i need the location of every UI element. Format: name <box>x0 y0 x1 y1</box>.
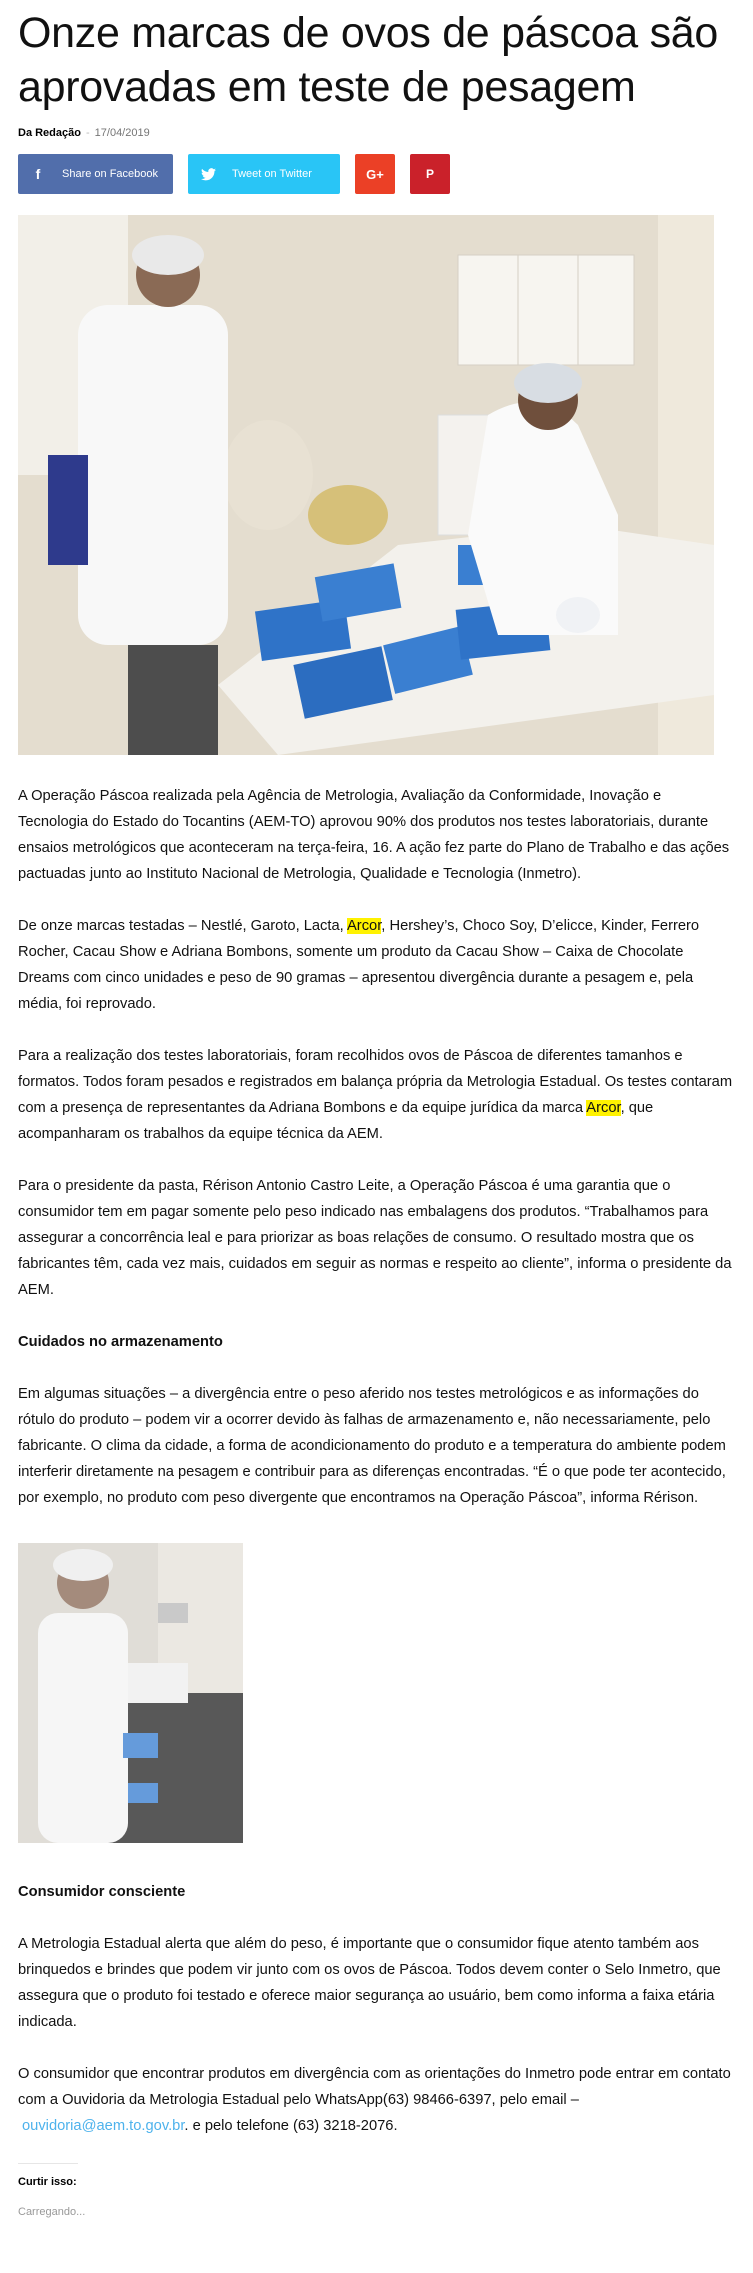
publish-date: 17/04/2019 <box>94 127 150 139</box>
google-plus-icon: G+ <box>366 166 384 182</box>
like-section-title: Curtir isso: <box>18 2176 77 2188</box>
author-link[interactable]: Da Redação <box>18 127 81 139</box>
featured-image <box>18 215 714 755</box>
article-image-2 <box>18 1543 243 1843</box>
article-meta <box>18 126 733 140</box>
paragraph-3 <box>18 1043 733 1147</box>
share-facebook-label: Share on Facebook <box>62 168 159 180</box>
section-heading-consumer: Consumidor consciente <box>18 1884 186 1900</box>
share-twitter-label: Tweet on Twitter <box>232 168 312 180</box>
share-bar <box>18 154 733 194</box>
twitter-icon <box>188 168 228 181</box>
share-twitter-button[interactable] <box>188 154 340 194</box>
like-loading-text: Carregando... <box>18 2206 86 2218</box>
paragraph-1: A Operação Páscoa realizada pela Agência de Metrologia, Avaliação da Conformidade, Inovação e Tecnologia do Estado do Tocantins (AEM-TO) aprovou 90% dos produtos nos testes laboratoriais, durante ensaios metrológicos que aconteceram na terça-feira, 16. A ação fez parte do Plano de Trabalho e das ações pactuadas junto ao Instituto Nacional de Metrologia, Qualidade e Tecnologia (Inmetro). <box>18 788 730 882</box>
inspection-photo-illustration <box>18 215 714 755</box>
ouvidoria-email-link[interactable]: ouvidoria@aem.to.gov.br <box>22 2118 185 2134</box>
article-body <box>18 783 733 2139</box>
paragraph-2 <box>18 913 733 1017</box>
article-container <box>18 0 733 2218</box>
paragraph-3-text-b: , que acompanharam os trabalhos da equipe técnica da AEM. <box>18 1100 654 1142</box>
paragraph-5: Em algumas situações – a divergência entre o peso aferido nos testes metrológicos e as informações do rótulo do produto – podem vir a ocorrer devido às falhas de armazenamento e, não necessariamente, pelo fabricante. O clima da cidade, a forma de acondicionamento do produto e a temperatura do ambiente podem interferir diretamente na pesagem e contribuir para as diferenças encontradas. “É o que pode ter acontecido, por exemplo, no produto com peso divergente que encontramos na Operação Páscoa”, informa Rérison. <box>18 1386 726 1506</box>
paragraph-6: A Metrologia Estadual alerta que além do peso, é importante que o consumidor fique atento também aos brinquedos e brindes que podem vir junto com os ovos de Páscoa. Todos devem conter o Selo Inmetro, que assegura que o produto foi testado e oferece maior segurança ao usuário, bem como informa a faixa etária indicada. <box>18 1936 721 2030</box>
paragraph-2-text-b: , Hershey’s, Choco Soy, D’elicce, Kinder, Ferrero Rocher, Cacau Show e Adriana Bombons, somente um produto da Cacau Show – Caixa de Chocolate Dreams com cinco unidades e peso de 90 gramas – apresentou divergência durante a pesagem e, pela média, foi reprovado. <box>18 918 700 1012</box>
highlight-arcor: Arcor <box>347 918 382 934</box>
share-facebook-button[interactable] <box>18 154 173 194</box>
pinterest-icon: P <box>425 167 434 181</box>
paragraph-3-text-a: Para a realização dos testes laboratoriais, foram recolhidos ovos de Páscoa de diferentes tamanhos e formatos. Todos foram pesados e registrados em balança própria da Metrologia Estadual. Os testes contaram com a presença de representantes da Adriana Bombons e da equipe jurídica da marca <box>18 1048 733 1116</box>
paragraph-7-text-a: O consumidor que encontrar produtos em divergência com as orientações do Inmetro pode entrar em contato com a Ouvidoria da Metrologia Estadual pelo WhatsApp(63) 98466-6397, pelo email – <box>18 2066 731 2108</box>
page-title: Onze marcas de ovos de páscoa são aprovadas em teste de pesagem <box>18 9 718 111</box>
share-pinterest-button[interactable] <box>410 154 450 194</box>
weighing-photo-illustration <box>18 1543 243 1843</box>
paragraph-2-text-a: De onze marcas testadas – Nestlé, Garoto, Lacta, <box>18 918 348 934</box>
section-heading-storage: Cuidados no armazenamento <box>18 1334 223 1350</box>
facebook-icon: f <box>35 166 41 182</box>
paragraph-7 <box>18 2061 733 2139</box>
share-google-plus-button[interactable] <box>355 154 395 194</box>
like-divider <box>18 2163 78 2164</box>
meta-separator: - <box>85 127 90 139</box>
highlight-arcor: Arcor <box>586 1100 621 1116</box>
paragraph-7-text-b: . e pelo telefone (63) 3218-2076. <box>184 2118 398 2134</box>
paragraph-4: Para o presidente da pasta, Rérison Antonio Castro Leite, a Operação Páscoa é uma garantia que o consumidor tem em pagar somente pelo peso indicado nas embalagens dos produtos. “Trabalhamos para assegurar a concorrência leal e para priorizar as boas relações de consumo. O resultado mostra que os fabricantes têm, cada vez mais, cuidados em seguir as normas e respeito ao cliente”, informa o presidente da AEM. <box>18 1178 732 1298</box>
